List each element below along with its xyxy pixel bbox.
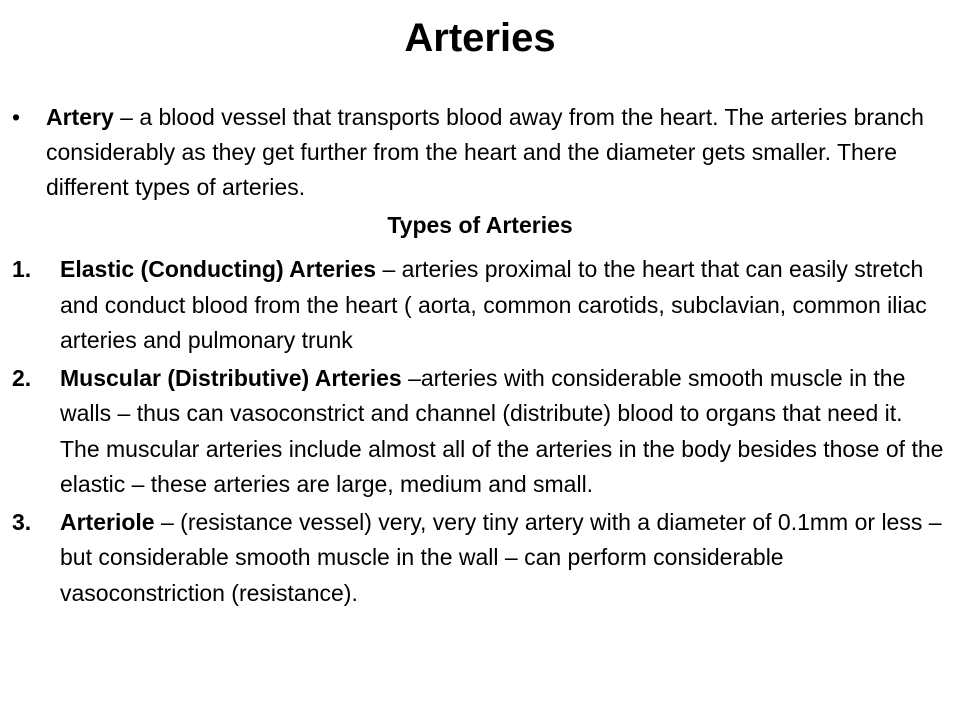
list-item-muscular — [12, 361, 947, 503]
list-item-definition: –arteries with considerable smooth muscle in the walls – thus can vasoconstrict and channel (distribute) blood to organs that need it. The muscular arteries include almost all of the arteries in the body besides those of the elastic – these arteries are large, medium and small. — [60, 364, 944, 497]
list-item-elastic — [12, 252, 947, 359]
intro-text-block — [46, 100, 942, 205]
intro-term: Artery — [46, 104, 114, 130]
list-item-number: 3. — [12, 508, 32, 535]
list-item-number: 1. — [12, 256, 32, 282]
bullet-icon: • — [12, 104, 21, 130]
list-item-term: Muscular (Distributive) Arteries — [60, 364, 402, 391]
list-item-term: Elastic (Conducting) Arteries — [60, 256, 377, 282]
intro-definition: – a blood vessel that transports blood away from the heart. The arteries branch considerably as they get further from the heart and the diameter gets smaller. There different types of arteries. — [46, 104, 924, 200]
artery-types-list — [12, 252, 947, 613]
list-item-term: Arteriole — [60, 508, 155, 535]
intro-bullet-item — [12, 100, 942, 205]
list-item-definition: – arteries proximal to the heart that can easily stretch and conduct blood from the heart ( aorta, common carotids, subclavian, common iliac arteries and pulmonary trunk — [60, 256, 927, 353]
slide-title: Arteries — [404, 16, 556, 60]
list-item-arteriole — [12, 505, 947, 612]
list-item-definition: – (resistance vessel) very, very tiny artery with a diameter of 0.1mm or less – but considerable smooth muscle in the wall – can perform considerable vasoconstriction (resistance). — [60, 508, 942, 606]
list-item-number: 2. — [12, 364, 32, 391]
section-subheading: Types of Arteries — [387, 212, 573, 238]
